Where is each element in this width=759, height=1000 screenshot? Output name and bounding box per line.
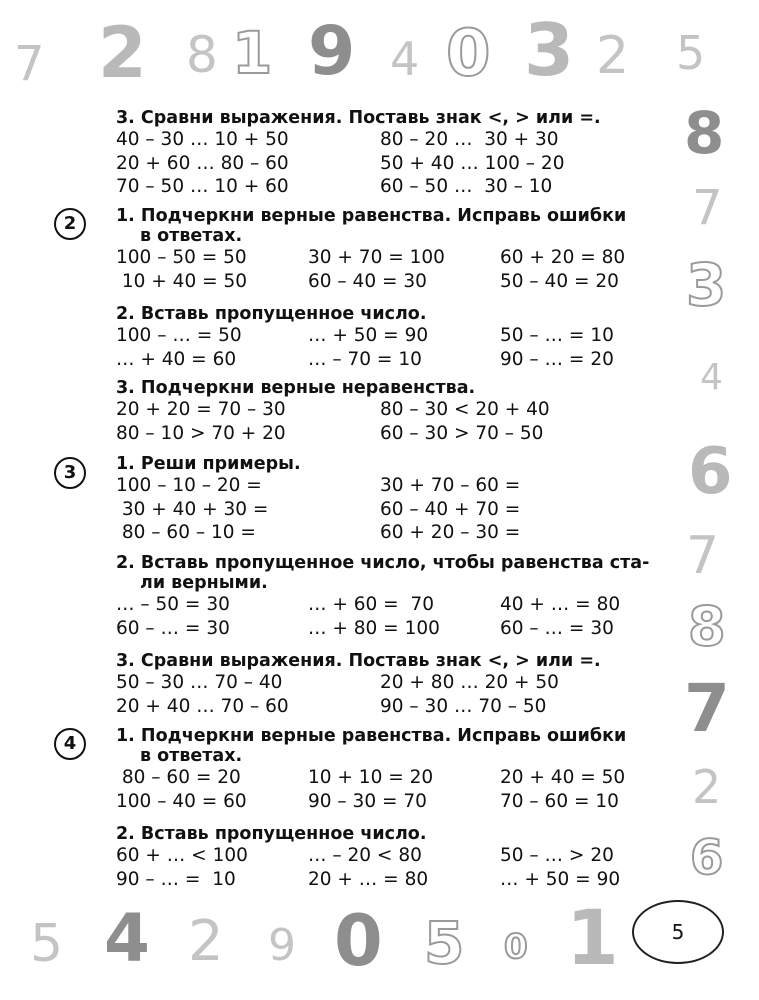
decor-digit: 2 bbox=[98, 12, 147, 94]
expr: 60 – … = 30 bbox=[116, 617, 230, 639]
expr: 90 – … = 10 bbox=[116, 868, 236, 890]
decor-digit: 5 bbox=[30, 914, 64, 974]
expr: 80 – 30 < 20 + 40 bbox=[380, 399, 550, 420]
expr: 100 – 10 – 20 = bbox=[116, 475, 262, 496]
task-title: 1. Подчеркни верные равенства. Исправь ошибки bbox=[116, 206, 627, 226]
task-row bbox=[116, 422, 656, 446]
expr: 30 + 40 + 30 = bbox=[116, 498, 269, 520]
expr: 70 – 60 = 10 bbox=[500, 790, 619, 812]
task-missing-number bbox=[116, 304, 656, 371]
task-compare-2 bbox=[116, 651, 656, 718]
expr: 80 – 60 = 20 bbox=[116, 767, 241, 788]
task-row bbox=[116, 152, 656, 176]
decor-digit: 6 bbox=[688, 435, 733, 509]
task-underline-equalities-2 bbox=[116, 726, 656, 813]
task-row bbox=[116, 593, 656, 617]
expr: 90 – 30 … 70 – 50 bbox=[380, 695, 547, 717]
decor-digit: 8 bbox=[186, 26, 218, 84]
decor-digit: 2 bbox=[692, 760, 722, 814]
task-row bbox=[116, 246, 656, 270]
expr: 10 + 40 = 50 bbox=[116, 270, 248, 292]
task-row bbox=[116, 790, 656, 814]
expr: 50 – 30 … 70 – 40 bbox=[116, 672, 283, 693]
decor-digit: 8 bbox=[684, 99, 725, 167]
expr: 100 – 40 = 60 bbox=[116, 790, 247, 812]
decor-digit: 4 bbox=[390, 32, 420, 86]
decor-digit: 7 bbox=[692, 180, 723, 236]
decor-digit: 9 bbox=[308, 12, 356, 91]
expr: 30 + 70 – 60 = bbox=[380, 475, 521, 496]
task-title-cont: ли верными. bbox=[140, 573, 268, 593]
task-row bbox=[116, 270, 656, 294]
task-title: 2. Вставь пропущенное число, чтобы равенства ста- bbox=[116, 553, 650, 573]
expr: 60 – 30 > 70 – 50 bbox=[380, 422, 544, 444]
task-title: 3. Сравни выражения. Поставь знак <, > или =. bbox=[116, 108, 601, 128]
task-solve-examples bbox=[116, 454, 656, 545]
decor-digit: 7 bbox=[14, 36, 45, 92]
expr: 20 + … = 80 bbox=[308, 868, 429, 890]
expr: 80 – 10 > 70 + 20 bbox=[116, 422, 286, 444]
task-underline-equalities bbox=[116, 206, 656, 293]
task-title: 3. Сравни выражения. Поставь знак <, > или =. bbox=[116, 651, 601, 671]
task-row bbox=[116, 324, 656, 348]
task-row bbox=[116, 128, 656, 152]
task-missing-number-true bbox=[116, 553, 656, 640]
task-title: 1. Подчеркни верные равенства. Исправь ошибки bbox=[116, 726, 627, 746]
decor-digit: 9 bbox=[268, 920, 296, 971]
expr: 20 + 40 … 70 – 60 bbox=[116, 695, 289, 717]
task-row bbox=[116, 868, 656, 892]
expr: 50 – … = 10 bbox=[500, 325, 614, 346]
expr: … + 60 = 70 bbox=[308, 594, 434, 615]
task-title: 2. Вставь пропущенное число. bbox=[116, 304, 427, 324]
page-number: 5 bbox=[632, 900, 724, 964]
expr: … – 70 = 10 bbox=[308, 348, 422, 370]
expr: 40 – 30 … 10 + 50 bbox=[116, 129, 289, 150]
decor-digit: 7 bbox=[684, 670, 730, 747]
decor-digit: 0 bbox=[334, 900, 383, 982]
block-number-badge: 3 bbox=[54, 457, 86, 489]
expr: 60 + 20 – 30 = bbox=[380, 522, 521, 543]
task-missing-number-2 bbox=[116, 824, 656, 891]
expr: 10 + 10 = 20 bbox=[308, 767, 434, 788]
task-title: 2. Вставь пропущенное число. bbox=[116, 824, 427, 844]
task-row bbox=[116, 474, 656, 498]
task-row bbox=[116, 175, 656, 199]
decor-digit: 4 bbox=[700, 357, 723, 398]
expr: 40 + … = 80 bbox=[500, 594, 621, 615]
expr: 50 – … > 20 bbox=[500, 845, 614, 866]
expr: … + 40 = 60 bbox=[116, 348, 237, 370]
task-row bbox=[116, 617, 656, 641]
task-compare-1 bbox=[116, 108, 656, 199]
expr: 80 – 20 … 30 + 30 bbox=[380, 129, 559, 150]
expr: 20 + 80 … 20 + 50 bbox=[380, 672, 559, 693]
task-row bbox=[116, 671, 656, 695]
block-number-badge: 2 bbox=[54, 208, 86, 240]
decor-digit: 6 bbox=[690, 830, 724, 886]
expr: 100 – 50 = 50 bbox=[116, 247, 247, 268]
task-title: 1. Реши примеры. bbox=[116, 454, 301, 474]
task-title-cont: в ответах. bbox=[140, 746, 243, 766]
expr: 50 + 40 … 100 – 20 bbox=[380, 152, 565, 174]
task-row bbox=[116, 521, 656, 545]
expr: 20 + 20 = 70 – 30 bbox=[116, 399, 286, 420]
task-title-cont: в ответах. bbox=[140, 226, 243, 246]
block-number-badge: 4 bbox=[54, 728, 86, 760]
expr: 100 – … = 50 bbox=[116, 325, 242, 346]
expr: 60 + … < 100 bbox=[116, 845, 248, 866]
expr: 70 – 50 … 10 + 60 bbox=[116, 176, 289, 197]
expr: 90 – … = 20 bbox=[500, 348, 614, 370]
decor-digit: 0 bbox=[446, 17, 491, 91]
expr: 60 – 40 + 70 = bbox=[380, 498, 521, 520]
expr: … – 50 = 30 bbox=[116, 594, 230, 615]
decor-digit: 1 bbox=[232, 19, 273, 87]
expr: 80 – 60 – 10 = bbox=[116, 522, 256, 543]
decor-digit: 0 bbox=[504, 927, 528, 967]
task-title: 3. Подчеркни верные неравенства. bbox=[116, 378, 476, 398]
expr: 60 – … = 30 bbox=[500, 617, 614, 639]
decor-digit: 8 bbox=[688, 595, 726, 658]
decor-digit: 7 bbox=[686, 526, 720, 586]
expr: 60 + 20 = 80 bbox=[500, 247, 626, 268]
expr: 20 + 60 … 80 – 60 bbox=[116, 152, 289, 174]
expr: … – 20 < 80 bbox=[308, 845, 422, 866]
task-row bbox=[116, 695, 656, 719]
expr: 30 + 70 = 100 bbox=[308, 247, 445, 268]
expr: 50 – 40 = 20 bbox=[500, 270, 619, 292]
decor-digit: 2 bbox=[596, 26, 630, 86]
expr: … + 80 = 100 bbox=[308, 617, 440, 639]
task-underline-inequalities bbox=[116, 378, 656, 445]
decor-digit: 5 bbox=[676, 26, 706, 80]
expr: 60 – 50 … 30 – 10 bbox=[380, 176, 553, 197]
expr: … + 50 = 90 bbox=[500, 868, 621, 890]
decor-digit: 3 bbox=[686, 251, 727, 319]
task-row bbox=[116, 348, 656, 372]
expr: 90 – 30 = 70 bbox=[308, 790, 427, 812]
task-row bbox=[116, 844, 656, 868]
decor-digit: 1 bbox=[566, 893, 619, 982]
expr: 60 – 40 = 30 bbox=[308, 270, 427, 292]
task-row bbox=[116, 498, 656, 522]
decor-digit: 3 bbox=[524, 8, 575, 92]
expr: … + 50 = 90 bbox=[308, 325, 429, 346]
decor-digit: 2 bbox=[188, 909, 224, 974]
task-row bbox=[116, 766, 656, 790]
task-row bbox=[116, 398, 656, 422]
decor-digit: 4 bbox=[104, 900, 150, 977]
decor-digit: 5 bbox=[424, 909, 465, 977]
expr: 20 + 40 = 50 bbox=[500, 767, 626, 788]
